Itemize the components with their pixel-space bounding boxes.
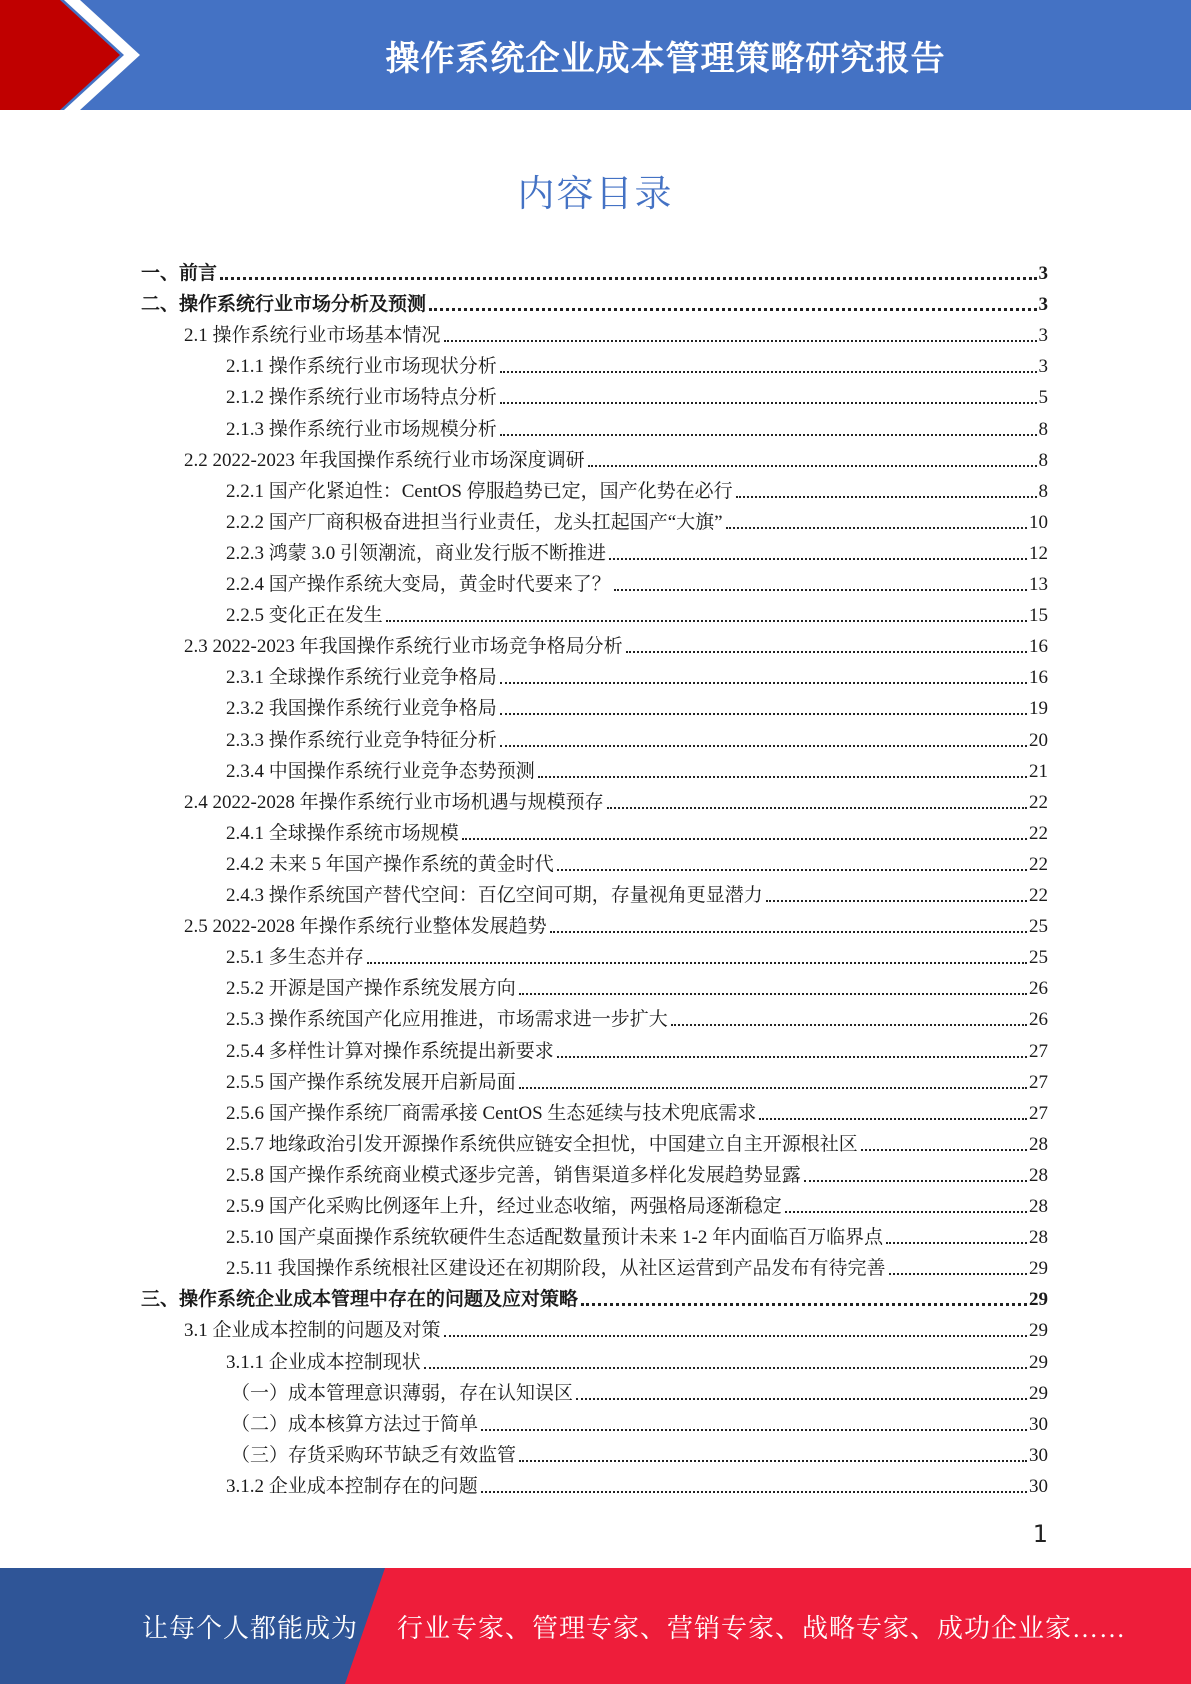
toc-leader-dots [500,434,1037,436]
toc-entry-label: 3.1 企业成本控制的问题及对策 [184,1320,441,1342]
toc-leader-dots [766,900,1027,902]
toc-leader-dots [804,1180,1027,1182]
toc-entry-label: 2.4.1 全球操作系统市场规模 [226,822,459,844]
toc-entry-label: 2.1 操作系统行业市场基本情况 [184,325,441,347]
toc-entry-label: 2.5 2022-2028 年操作系统行业整体发展趋势 [184,916,547,938]
toc-entry[interactable] [226,1218,1048,1249]
toc-entry-label: 2.3 2022-2023 年我国操作系统行业市场竞争格局分析 [184,636,623,658]
toc-entry-label: 一、前言 [141,263,218,284]
toc-entry-page: 25 [1029,916,1048,938]
toc-entry-label: 2.1.2 操作系统行业市场特点分析 [226,387,497,409]
toc-entry-page: 21 [1029,760,1048,782]
toc-entry-label: 二、操作系统行业市场分析及预测 [141,294,427,316]
toc-entry[interactable] [226,565,1048,596]
toc-leader-dots [519,993,1027,995]
toc-entry-label: 2.5.2 开源是国产操作系统发展方向 [226,978,516,1000]
toc-leader-dots [614,589,1027,591]
toc-entry-page: 16 [1029,667,1048,689]
toc-leader-dots [481,1429,1027,1431]
toc-entry[interactable] [141,1280,1048,1311]
toc-leader-dots [444,1335,1027,1337]
toc-leader-dots [861,1149,1027,1151]
toc-entry[interactable] [226,1063,1048,1094]
toc-entry-page: 12 [1029,542,1048,564]
toc-leader-dots [519,1460,1027,1462]
footer-slogan-left: 让每个人都能成为 [142,1613,359,1643]
page-number: 1 [1032,1520,1048,1548]
toc-entry-label: 2.5.9 国产化采购比例逐年上升，经过业态收缩，两强格局逐渐稳定 [226,1196,782,1217]
toc-leader-dots [726,527,1027,529]
report-title: 操作系统企业成本管理策略研究报告 [385,38,946,79]
toc-entry-label: 2.3.3 操作系统行业竞争特征分析 [226,729,497,751]
toc-entry-page: 29 [1029,1351,1048,1373]
toc-entry-label: 三、操作系统企业成本管理中存在的问题及应对策略 [141,1289,579,1311]
toc-entry-page: 29 [1029,1382,1048,1404]
toc-entry-page: 28 [1029,1227,1048,1249]
toc-entry-label: 2.2.3 鸿蒙 3.0 引领潮流，商业发行版不断推进 [226,542,607,564]
toc-entry-page: 5 [1038,387,1048,409]
toc-leader-dots [500,713,1027,715]
toc-leader-dots [500,682,1027,684]
toc-entry-page: 26 [1029,978,1048,1000]
toc-entry[interactable] [226,534,1048,565]
toc-entry[interactable] [231,1374,1048,1405]
toc-leader-dots [759,1118,1027,1120]
toc-entry[interactable] [226,969,1048,1000]
toc-entry-label: 2.2 2022-2023 年我国操作系统行业市场深度调研 [184,449,585,471]
toc-entry-page: 3 [1038,294,1048,316]
toc-leader-dots [519,1087,1027,1089]
toc-entry-page: 28 [1029,1164,1048,1186]
toc-entry[interactable] [184,627,1048,658]
toc-entry-page: 26 [1029,1009,1048,1031]
toc-leader-dots [889,1273,1027,1275]
toc-entry-page: 8 [1038,480,1048,502]
toc-entry[interactable] [226,1032,1048,1063]
toc-entry[interactable] [184,316,1048,347]
toc-entry-page: 20 [1029,729,1048,751]
toc-leader-dots [550,931,1027,933]
toc-entry-page: 27 [1029,1102,1048,1124]
toc-entry-label: （三）存货采购环节缺乏有效监管 [231,1444,517,1466]
toc-entry[interactable] [226,1467,1048,1498]
toc-entry-page: 3 [1038,356,1048,378]
toc-entry[interactable] [226,1156,1048,1187]
toc-entry-page: 27 [1029,1071,1048,1093]
toc-entry-label: 2.5.7 地缘政治引发开源操作系统供应链安全担忧，中国建立自主开源根社区 [226,1133,858,1155]
toc-leader-dots [557,869,1027,871]
toc-leader-dots [462,838,1027,840]
toc-leader-dots [588,465,1037,467]
toc-entry-page: 30 [1029,1413,1048,1435]
toc-leader-dots [576,1398,1027,1400]
toc-entry[interactable] [226,938,1048,969]
toc-entry-label: 2.4.3 操作系统国产替代空间：百亿空间可期，存量视角更显潜力 [226,885,763,906]
toc-leader-dots [609,558,1027,560]
toc-entry[interactable] [226,845,1048,876]
toc-leader-dots [671,1024,1027,1026]
toc-entry-page: 29 [1029,1320,1048,1342]
toc-entry-label: 2.4.2 未来 5 年国产操作系统的黄金时代 [226,853,554,875]
toc-entry-page: 27 [1029,1040,1048,1062]
toc-entry[interactable] [226,752,1048,783]
toc-entry[interactable] [226,410,1048,441]
toc-entry[interactable] [184,783,1048,814]
toc-entry-page: 30 [1029,1475,1048,1497]
toc-entry-label: （二）成本核算方法过于简单 [231,1413,479,1435]
toc-entry-page: 16 [1029,636,1048,658]
toc-entry-label: （一）成本管理意识薄弱，存在认知误区 [231,1382,574,1404]
toc-leader-dots [500,402,1037,404]
toc-leader-dots [607,807,1027,809]
toc-entry-label: 3.1.2 企业成本控制存在的问题 [226,1475,478,1497]
toc-leader-dots [367,962,1027,964]
toc-leader-dots [581,1303,1027,1306]
toc-entry[interactable] [141,254,1048,285]
toc-entry-page: 3 [1038,263,1048,284]
toc-entry-label: 2.3.2 我国操作系统行业竞争格局 [226,698,497,720]
toc-entry-label: 2.5.8 国产操作系统商业模式逐步完善，销售渠道多样化发展趋势显露 [226,1164,801,1186]
toc-leader-dots [736,496,1037,498]
toc-entry-label: 2.2.2 国产厂商积极奋进担当行业责任，龙头扛起国产“大旗” [226,511,723,533]
toc-entry-label: 2.1.1 操作系统行业市场现状分析 [226,356,497,378]
toc-entry-label: 3.1.1 企业成本控制现状 [226,1351,421,1373]
toc-entry-page: 28 [1029,1133,1048,1155]
toc-entry[interactable] [141,285,1048,316]
toc-entry-page: 28 [1029,1196,1048,1217]
toc-entry[interactable] [226,472,1048,503]
toc-leader-dots [220,277,1036,280]
toc-entry[interactable] [226,721,1048,752]
toc-entry[interactable] [226,658,1048,689]
toc-entry-page: 25 [1029,947,1048,969]
toc-entry[interactable] [231,1405,1048,1436]
toc-entry-label: 2.5.11 我国操作系统根社区建设还在初期阶段，从社区运营到产品发布有待完善 [226,1258,886,1280]
toc-entry[interactable] [231,1436,1048,1467]
toc-entry[interactable] [226,1343,1048,1374]
toc-entry-page: 3 [1038,325,1048,347]
toc-entry[interactable] [226,1000,1048,1031]
toc-entry-label: 2.5.5 国产操作系统发展开启新局面 [226,1071,516,1093]
toc-entry-label: 2.5.1 多生态并存 [226,947,364,969]
toc-heading: 内容目录 [517,172,674,215]
toc-entry[interactable] [226,1094,1048,1125]
footer-slogan-right: 行业专家、管理专家、营销专家、战略专家、成功企业家…… [397,1613,1127,1643]
toc-entry-label: 2.1.3 操作系统行业市场规模分析 [226,418,497,440]
toc-entry-page: 8 [1038,449,1048,471]
toc-entry[interactable] [226,1125,1048,1156]
toc-entry-page: 8 [1038,418,1048,440]
toc-entry[interactable] [184,907,1048,938]
toc-entry-label: 2.3.4 中国操作系统行业竞争态势预测 [226,760,535,782]
toc-leader-dots [386,620,1027,622]
toc-entry[interactable] [226,1249,1048,1280]
toc-leader-dots [481,1491,1027,1493]
toc-entry-label: 2.2.1 国产化紧迫性：CentOS 停服趋势已定，国产化势在必行 [226,480,733,502]
toc-leader-dots [500,745,1027,747]
toc-entry[interactable] [226,596,1048,627]
toc-entry-page: 29 [1029,1289,1048,1311]
header-band [0,0,1191,110]
toc-entry-page: 22 [1029,853,1048,875]
toc-entry-page: 13 [1029,574,1048,595]
toc-entry-label: 2.5.3 操作系统国产化应用推进，市场需求进一步扩大 [226,1009,668,1031]
toc-entry-label: 2.2.4 国产操作系统大变局，黄金时代要来了？ [226,574,611,595]
toc-leader-dots [557,1056,1027,1058]
toc-entry-page: 22 [1029,791,1048,813]
toc-entry[interactable] [226,814,1048,845]
toc-leader-dots [538,776,1027,778]
toc-entry[interactable] [226,503,1048,534]
toc-entry-page: 29 [1029,1258,1048,1280]
toc-entry-page: 19 [1029,698,1048,720]
toc-entry-page: 30 [1029,1444,1048,1466]
toc-entry-page: 10 [1029,511,1048,533]
toc-entry-page: 22 [1029,822,1048,844]
toc-leader-dots [500,371,1037,373]
toc-leader-dots [626,651,1027,653]
footer-band [0,1568,1191,1684]
toc-entry-page: 22 [1029,885,1048,906]
red-arrow-graphic [0,0,150,110]
toc-entry[interactable] [226,1187,1048,1218]
toc-leader-dots [444,340,1037,342]
toc-entry[interactable] [226,378,1048,409]
toc-leader-dots [424,1367,1027,1369]
toc-entry-page: 15 [1029,605,1048,627]
toc-entry-label: 2.5.10 国产桌面操作系统软硬件生态适配数量预计未来 1-2 年内面临百万临界点 [226,1227,884,1249]
toc-leader-dots [785,1211,1027,1213]
toc-entry-label: 2.5.4 多样性计算对操作系统提出新要求 [226,1040,554,1062]
toc-entry-label: 2.3.1 全球操作系统行业竞争格局 [226,667,497,689]
toc-entry[interactable] [184,441,1048,472]
toc-leader-dots [886,1242,1027,1244]
toc-entry[interactable] [226,347,1048,378]
toc-entry[interactable] [184,1311,1048,1342]
toc-entry[interactable] [226,876,1048,907]
toc-entry-label: 2.4 2022-2028 年操作系统行业市场机遇与规模预存 [184,791,604,813]
toc-leader-dots [429,308,1036,311]
toc-entry-label: 2.5.6 国产操作系统厂商需承接 CentOS 生态延续与技术兜底需求 [226,1102,757,1124]
toc-entry[interactable] [226,689,1048,720]
toc-entry-label: 2.2.5 变化正在发生 [226,605,383,627]
